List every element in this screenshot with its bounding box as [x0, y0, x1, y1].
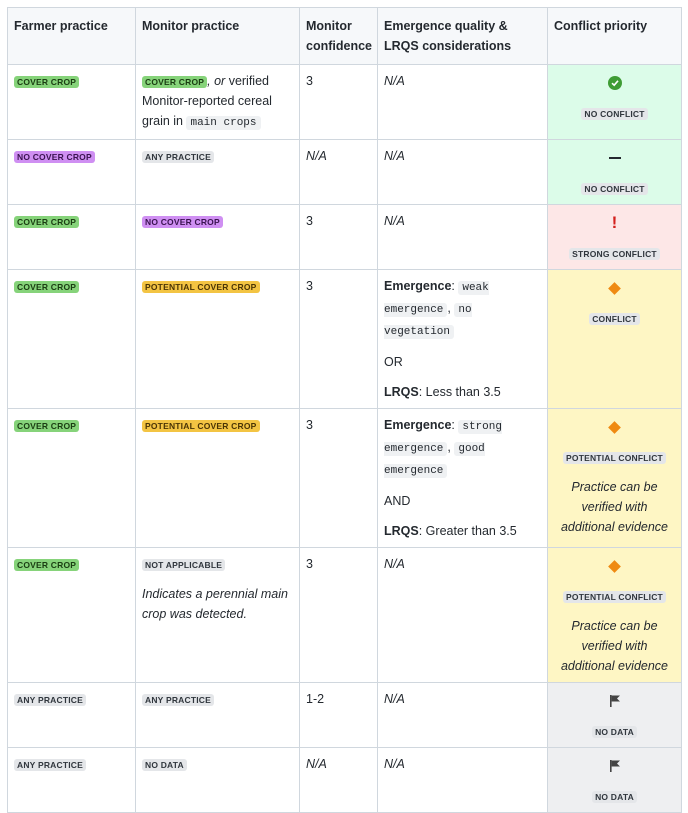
table-row: [8, 270, 682, 409]
monitor-note: Indicates a perennial main crop was detected.: [142, 587, 288, 621]
monitor-code: main crops: [186, 116, 260, 130]
table-row: [8, 205, 682, 270]
priority-badge: POTENTIAL CONFLICT: [563, 452, 666, 464]
table-row: [8, 65, 682, 140]
emergence-code: strong emergence: [384, 421, 502, 455]
header-emergence-lrqs: Emergence quality & LRQS considerations: [378, 8, 548, 65]
monitor-tag: NO DATA: [142, 759, 187, 771]
header-row: [8, 8, 682, 65]
monitor-tag: NO COVER CROP: [142, 216, 223, 228]
monitor-tag: POTENTIAL COVER CROP: [142, 420, 260, 432]
emergence-label: Emergence: [384, 279, 452, 293]
farmer-practice-cell: [8, 683, 136, 748]
priority-badge: NO DATA: [592, 726, 637, 738]
header-monitor-confidence: Monitor confidence: [300, 8, 378, 65]
table-row: [8, 748, 682, 813]
confidence-cell: 3: [300, 270, 378, 409]
priority-badge: POTENTIAL CONFLICT: [563, 591, 666, 603]
emergence-code: good emergence: [384, 443, 485, 477]
monitor-tag: ANY PRACTICE: [142, 694, 214, 706]
farmer-practice-cell: [8, 409, 136, 548]
lrqs-label: LRQS: [384, 524, 419, 538]
farmer-practice-cell: [8, 748, 136, 813]
priority-cell: [548, 65, 682, 140]
monitor-practice-cell: [136, 140, 300, 205]
farmer-practice-cell: [8, 205, 136, 270]
priority-note: Practice can be verified with additional evidence: [560, 480, 669, 534]
flag-icon: [554, 691, 675, 711]
monitor-practice-cell: [136, 409, 300, 548]
emergence-cell: Emergence: strong emergence , good emergence AND LRQS: Greater than 3.5: [378, 409, 548, 548]
lrqs-value: : Greater than 3.5: [418, 524, 517, 538]
logic-join: OR: [384, 355, 403, 369]
monitor-practice-cell: [136, 683, 300, 748]
table-row: [8, 140, 682, 205]
emergence-label: Emergence: [384, 418, 452, 432]
confidence-cell: 3: [300, 65, 378, 140]
farmer-practice-cell: [8, 548, 136, 683]
monitor-tag: ANY PRACTICE: [142, 151, 214, 163]
emergence-cell: N/A: [378, 65, 548, 140]
emergence-cell: N/A: [378, 548, 548, 683]
lrqs-label: LRQS: [384, 385, 419, 399]
confidence-cell: N/A: [300, 748, 378, 813]
check-circle-icon: [554, 73, 675, 93]
logic-join: AND: [384, 494, 411, 508]
diamond-icon: [554, 417, 675, 437]
monitor-tag: NOT APPLICABLE: [142, 559, 225, 571]
farmer-tag: ANY PRACTICE: [14, 759, 86, 771]
table-row: [8, 548, 682, 683]
priority-cell: [548, 140, 682, 205]
priority-cell: [548, 205, 682, 270]
confidence-cell: 3: [300, 205, 378, 270]
farmer-practice-cell: [8, 270, 136, 409]
emergence-code: no vegetation: [384, 304, 472, 338]
monitor-practice-cell: [136, 65, 300, 140]
emergence-cell: N/A: [378, 683, 548, 748]
header-conflict-priority: Conflict priority: [548, 8, 682, 65]
flag-icon: [554, 756, 675, 776]
farmer-tag: ANY PRACTICE: [14, 694, 86, 706]
emergence-cell: N/A: [378, 748, 548, 813]
priority-note: Practice can be verified with additional evidence: [560, 619, 669, 673]
farmer-tag: COVER CROP: [14, 281, 79, 293]
dash-icon: [554, 148, 675, 168]
farmer-tag: COVER CROP: [14, 216, 79, 228]
conflict-table: [7, 7, 682, 813]
priority-badge: NO CONFLICT: [581, 108, 647, 120]
emergence-cell: N/A: [378, 140, 548, 205]
monitor-practice-cell: [136, 270, 300, 409]
monitor-practice-cell: [136, 205, 300, 270]
farmer-tag: NO COVER CROP: [14, 151, 95, 163]
priority-cell: [548, 270, 682, 409]
lrqs-value: : Less than 3.5: [418, 385, 501, 399]
emergence-code: weak emergence: [384, 282, 489, 316]
exclamation-icon: !: [611, 213, 618, 232]
emergence-cell: Emergence: weak emergence , no vegetation OR LRQS: Less than 3.5: [378, 270, 548, 409]
farmer-practice-cell: [8, 140, 136, 205]
farmer-tag: COVER CROP: [14, 420, 79, 432]
confidence-cell: 3: [300, 548, 378, 683]
farmer-tag: COVER CROP: [14, 76, 79, 88]
priority-badge: STRONG CONFLICT: [569, 248, 660, 260]
priority-badge: NO CONFLICT: [581, 183, 647, 195]
header-farmer-practice: Farmer practice: [8, 8, 136, 65]
priority-cell: [548, 683, 682, 748]
monitor-text: verified Monitor-reported cereal grain in: [142, 74, 272, 128]
monitor-practice-cell: [136, 548, 300, 683]
monitor-practice-cell: [136, 748, 300, 813]
diamond-icon: [554, 556, 675, 576]
priority-cell: [548, 548, 682, 683]
confidence-cell: N/A: [300, 140, 378, 205]
confidence-cell: 3: [300, 409, 378, 548]
priority-cell: [548, 409, 682, 548]
priority-cell: [548, 748, 682, 813]
farmer-tag: COVER CROP: [14, 559, 79, 571]
header-monitor-practice: Monitor practice: [136, 8, 300, 65]
emergence-cell: N/A: [378, 205, 548, 270]
priority-badge: CONFLICT: [589, 313, 640, 325]
confidence-cell: 1-2: [300, 683, 378, 748]
table-row: [8, 683, 682, 748]
diamond-icon: [554, 278, 675, 298]
farmer-practice-cell: [8, 65, 136, 140]
monitor-tag: POTENTIAL COVER CROP: [142, 281, 260, 293]
table-row: [8, 409, 682, 548]
monitor-tag: COVER CROP: [142, 76, 207, 88]
priority-badge: NO DATA: [592, 791, 637, 803]
monitor-or-text: , or: [207, 74, 226, 88]
